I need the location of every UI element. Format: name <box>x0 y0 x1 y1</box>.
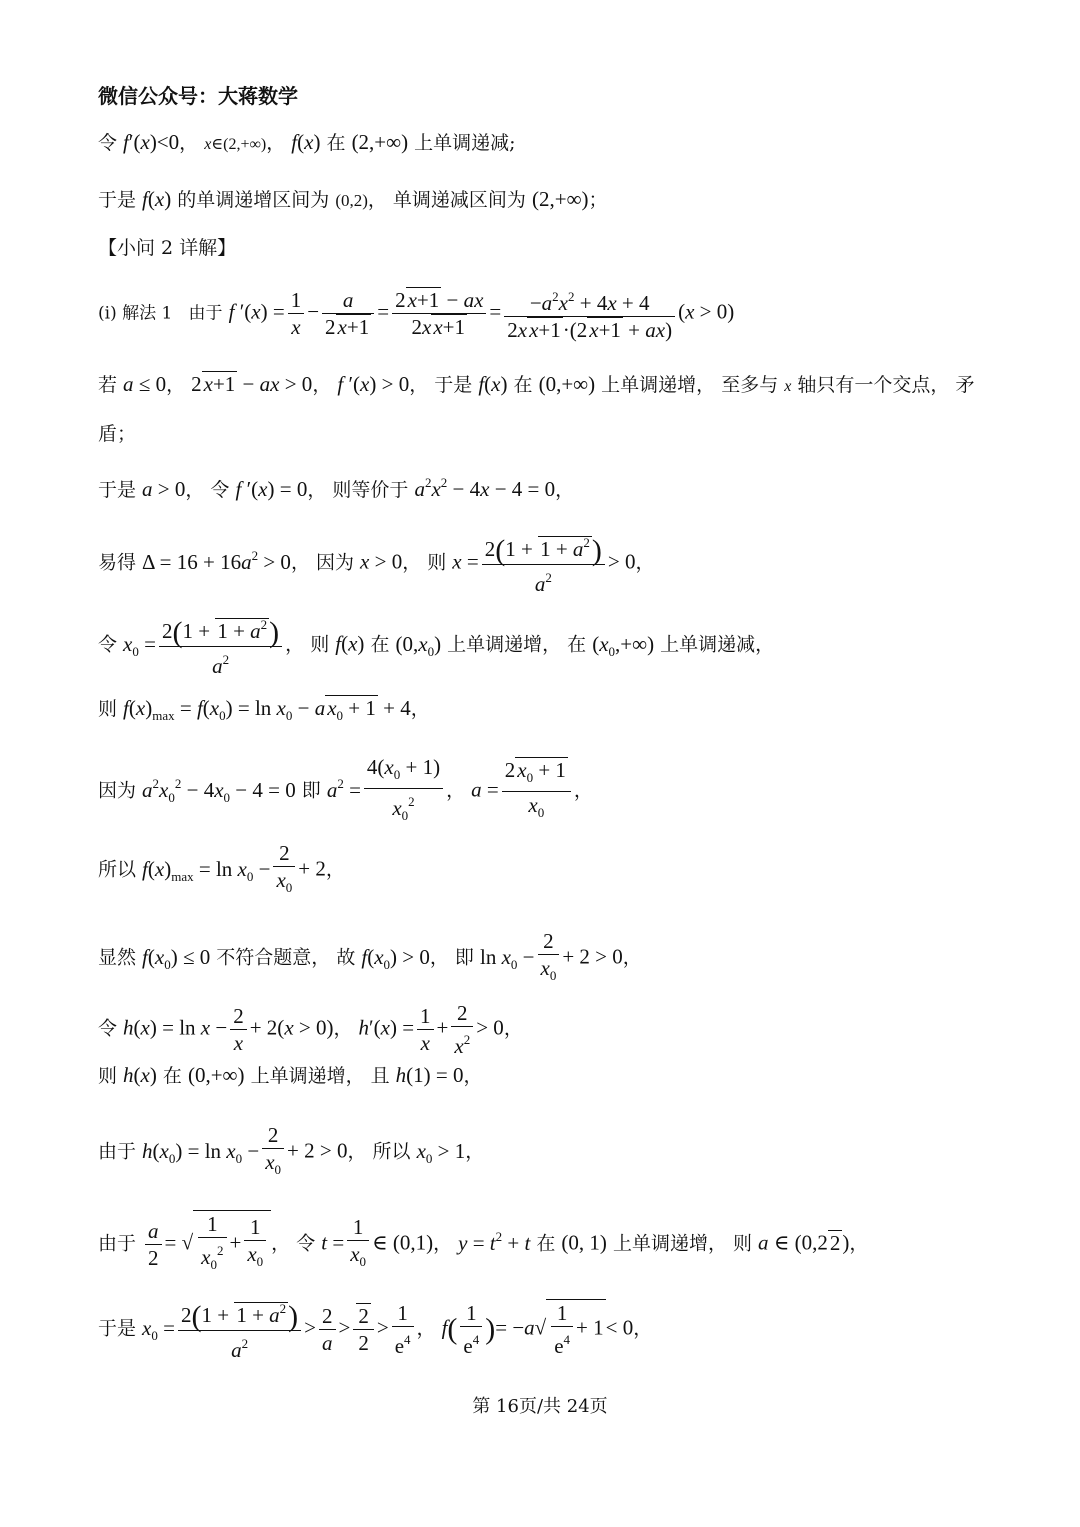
line-h-increasing: 则 h(x) 在 (0,+∞) 上单调递增， 且 h(1) = 0， <box>98 1063 483 1087</box>
line-fx0-positive: 显然 $f(x_0) \le 0$ 不符合题意， 故 $f(x_0) > 0$， 即 $\ln x_0$ − $\frac{2}{x_0}$ + 2 > 0， <box>98 928 642 989</box>
header-wechat: 微信公众号：大蒋数学 <box>98 84 298 108</box>
line-derivative: (i) 解法 1 由于 f ′(x) = $\frac{1}{x}$ − $\frac{a}{2x+1}$ = $\frac{2x+1 - ax}{2xx+1}$ = $\frac{-a^2x^2 + 4x + 4}{2xx+1\cdot(2x+1 + ax)}$ (x > 0) <box>98 288 735 342</box>
line-contradiction: 盾； <box>98 423 137 445</box>
line-x0-definition: 令 $x_0$ = $\frac{2(1 + 1 + a^2)}{a^2}$ ， 则 f(x) 在 $(0,x_0)$ 上单调递增， 在 $(x_0,+\infty)$ 上单调递减， <box>98 616 775 678</box>
line-case-a-nonpositive: 若 a ≤ 0， 2x+1 − ax > 0， f ′(x) > 0， 于是 f(x) 在 (0,+∞) 上单调递增， 至多与 x 轴只有一个交点， 矛 <box>98 372 975 396</box>
line-h-definition: 令 h(x) = ln x − $\frac{2}{x}$ + 2(x > 0)， h′(x) = $\frac{1}{x}$ + $\frac{2}{x^2}$ > 0， <box>98 1001 523 1058</box>
section-title: 【小问 2 详解】 <box>98 237 237 259</box>
line-decreasing: 令 f′(x)<0， x∈(2,+∞)， f(x) 在 (2,+∞) 上单调递减; <box>98 130 516 154</box>
line-fmax: 则 $f(x)_{max} = f(x_0) = \ln x_0 - ax_0 + 1 + 4$， <box>98 696 430 723</box>
line-discriminant: 易得 $\Delta = 16 + 16a^2 > 0$， 因为 x > 0， 则 x = $\frac{2(1 + 1 + a^2)}{a^2}$ > 0， <box>98 534 655 596</box>
line-a-positive: 于是 a > 0， 令 f ′(x) = 0， 则等价于 $a^2x^2 - 4x - 4 = 0$， <box>98 475 575 501</box>
line-intervals: 于是 f(x) 的单调递增区间为 (0,2)， 单调递减区间为 (2,+∞)； <box>98 187 608 211</box>
line-a-squared: 因为 $a^2x_0^2 - 4x_0 - 4 = 0$ 即 $a^2$ = $\frac{4(x_0 + 1)}{x_0^2}$ ， a = $\frac{2x_0 + 1}{x_0}$ ， <box>98 754 593 829</box>
line-a-range: 由于 $\frac{a}{2}$ = √ $\frac{1}{x_0^2}$ + $\frac{1}{x_0}$ ， 令 t = $\frac{1}{x_0}$ ∈ (0,1)， $y = t^2 + t$ 在 (0, 1) 上单调递增， 则 a ∈ (0,22)， <box>98 1210 868 1278</box>
page-footer: 第 16页/共 24页 <box>472 1396 608 1417</box>
line-fmax-simplified: 所以 $f(x)_{max} = \ln x_0$ − $\frac{2}{x_0}$ + 2， <box>98 840 345 901</box>
line-conclusion: 于是 $x_0$ = $\frac{2(1 + 1 + a^2)}{a^2}$ > $\frac{2}{a}$ > $\frac{2}{2}$ > $\frac{1}{e^4}$ ， f( $\frac{1}{e^4}$ )= −a√ $\frac{1}{e^4}$ + 1< 0， <box>98 1300 653 1362</box>
line-x0-gt-1: 由于 $h(x_0) = \ln x_0$ − $\frac{2}{x_0}$ + 2 > 0， 所以 $x_0 > 1$， <box>98 1122 484 1183</box>
